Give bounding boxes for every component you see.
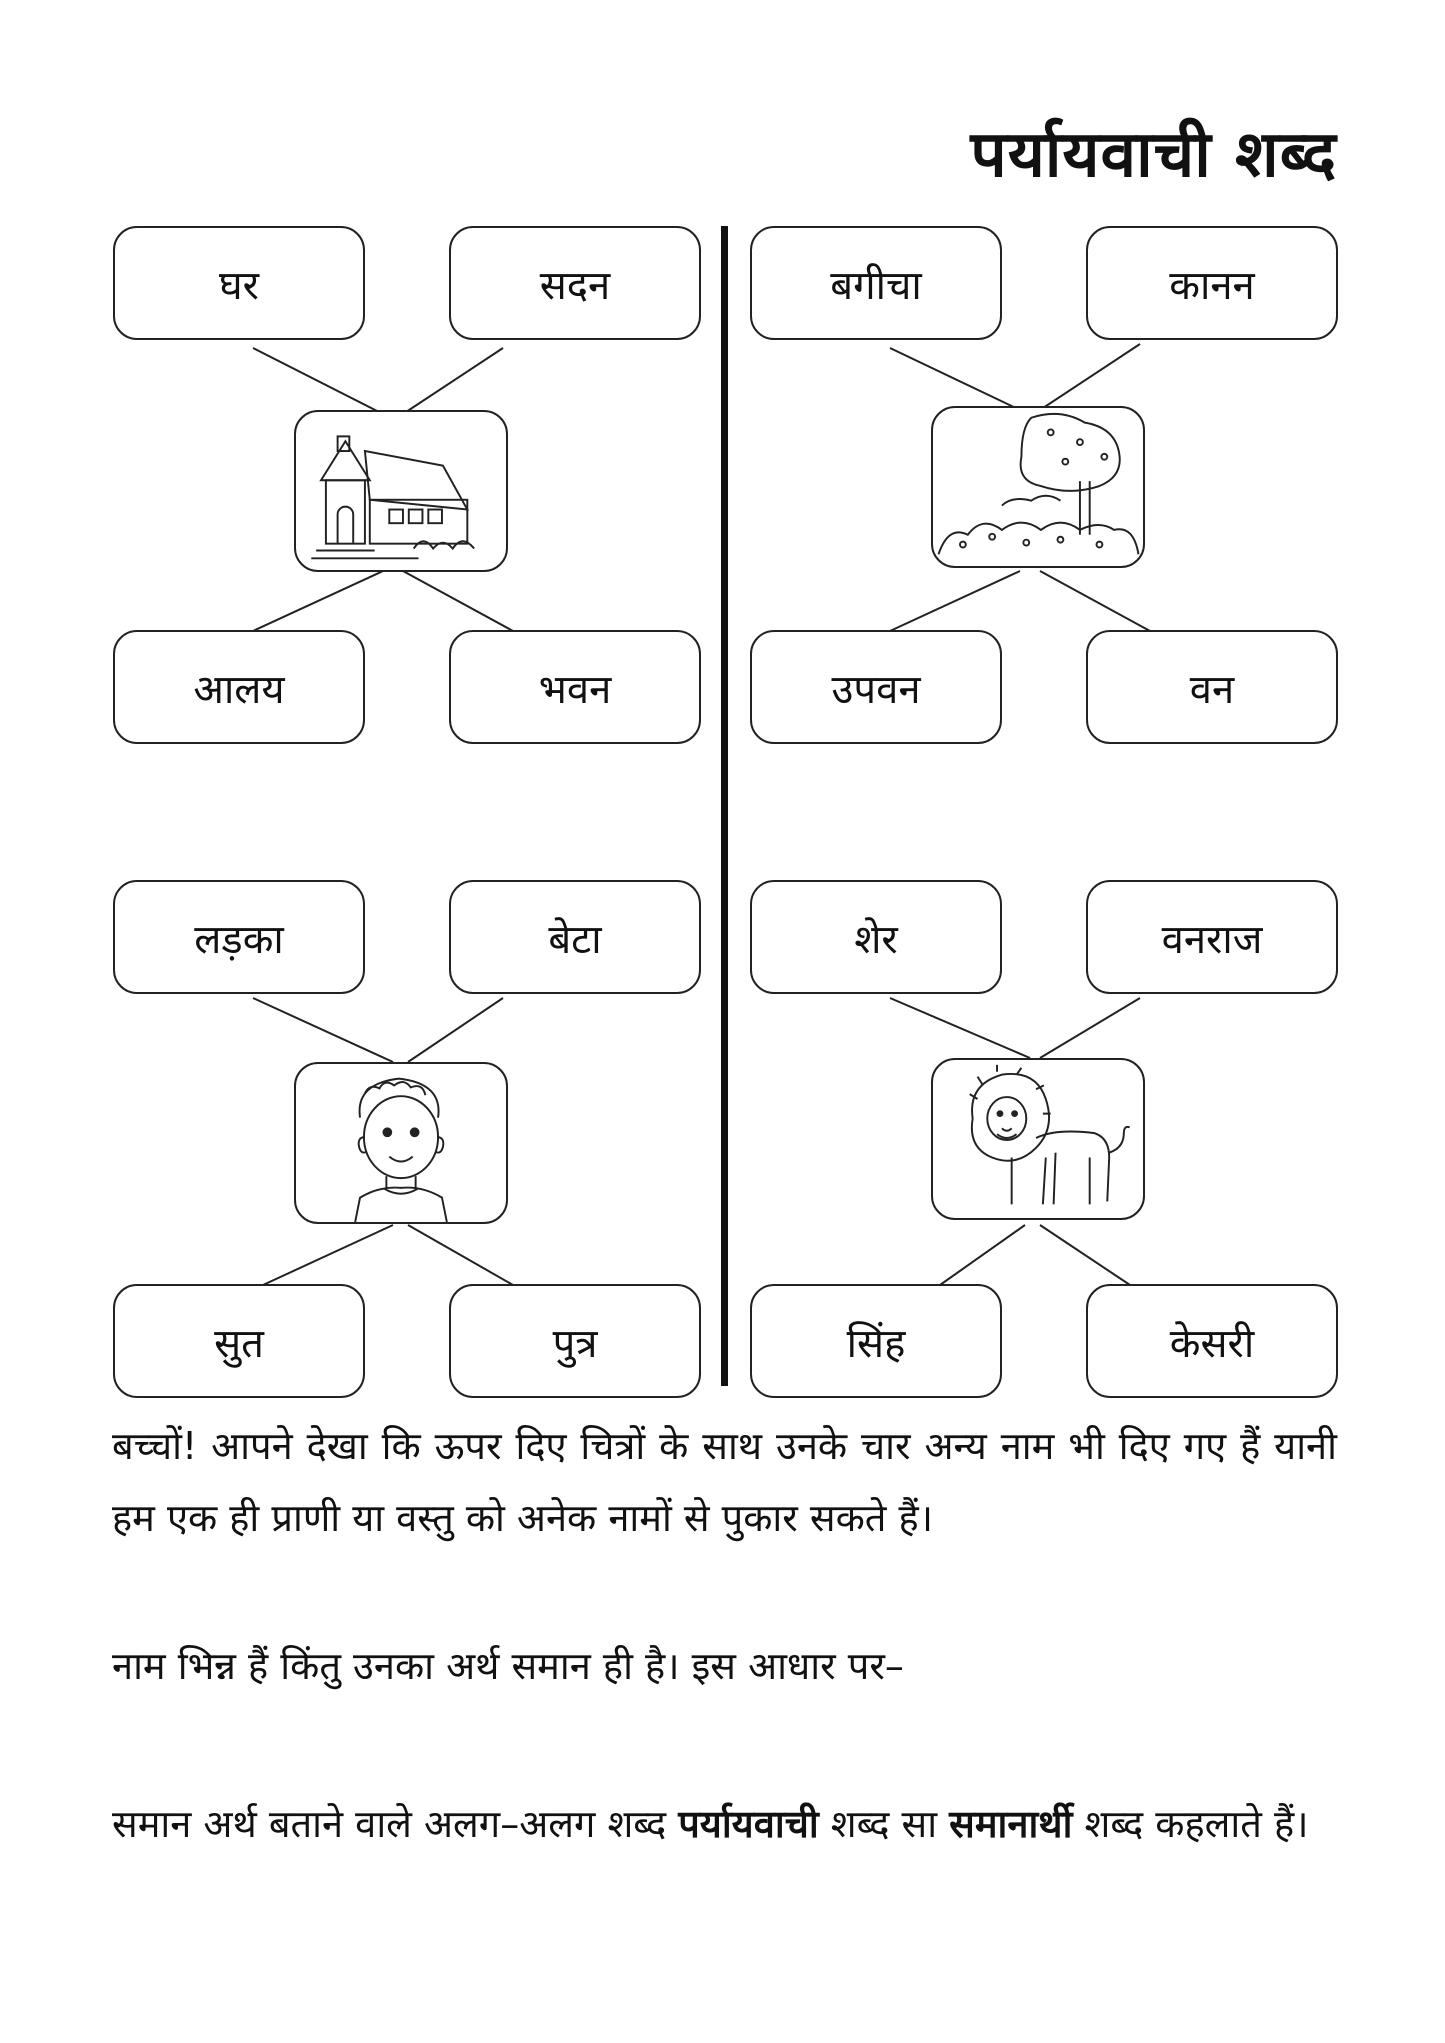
definition-text-2: शब्द सा bbox=[818, 1802, 950, 1846]
boy-picture bbox=[294, 1062, 508, 1224]
synonym-group-boy bbox=[113, 880, 733, 1400]
boy-icon bbox=[296, 1064, 506, 1222]
word-box-bottom-right: भवन bbox=[449, 630, 701, 744]
definition-bold-term-2: समानार्थी bbox=[949, 1802, 1073, 1846]
word-box-top-left: लड़का bbox=[113, 880, 365, 994]
explanation-paragraph-1: बच्चों! आपने देखा कि ऊपर दिए चित्रों के साथ उनके चार अन्य नाम भी दिए गए हैं यानी हम एक ही प्राणी या वस्तु को अनेक नामों से पुकार सकते हैं। bbox=[112, 1424, 1337, 1540]
word-box-top-right: बेटा bbox=[449, 880, 701, 994]
house-icon bbox=[296, 412, 506, 570]
synonym-group-house bbox=[113, 226, 733, 746]
synonym-group-lion bbox=[750, 880, 1370, 1400]
garden-picture bbox=[931, 406, 1145, 568]
word-box-top-right: कानन bbox=[1086, 226, 1338, 340]
garden-icon bbox=[933, 408, 1143, 566]
lion-picture bbox=[931, 1058, 1145, 1220]
word-box-bottom-left: उपवन bbox=[750, 630, 1002, 744]
lion-icon bbox=[933, 1060, 1143, 1218]
synonym-group-garden bbox=[750, 226, 1370, 746]
word-box-bottom-left: आलय bbox=[113, 630, 365, 744]
word-box-top-right: सदन bbox=[449, 226, 701, 340]
house-picture bbox=[294, 410, 508, 572]
word-box-bottom-left: सुत bbox=[113, 1284, 365, 1398]
word-box-bottom-right: वन bbox=[1086, 630, 1338, 744]
word-box-top-left: शेर bbox=[750, 880, 1002, 994]
definition-text-3: शब्द कहलाते हैं। bbox=[1072, 1802, 1309, 1846]
definition-paragraph bbox=[112, 1788, 1337, 1860]
word-box-bottom-right: पुत्र bbox=[449, 1284, 701, 1398]
word-box-bottom-left: सिंह bbox=[750, 1284, 1002, 1398]
explanation-paragraph-2: नाम भिन्न हैं किंतु उनका अर्थ समान ही है। इस आधार पर– bbox=[112, 1644, 904, 1688]
word-box-top-left: घर bbox=[113, 226, 365, 340]
definition-bold-term-1: पर्यायवाची bbox=[678, 1802, 819, 1846]
word-box-top-right: वनराज bbox=[1086, 880, 1338, 994]
word-box-bottom-right: केसरी bbox=[1086, 1284, 1338, 1398]
page-title: पर्यायवाची शब्द bbox=[970, 118, 1337, 192]
word-box-top-left: बगीचा bbox=[750, 226, 1002, 340]
definition-text-1: समान अर्थ बताने वाले अलग–अलग शब्द bbox=[112, 1802, 679, 1846]
